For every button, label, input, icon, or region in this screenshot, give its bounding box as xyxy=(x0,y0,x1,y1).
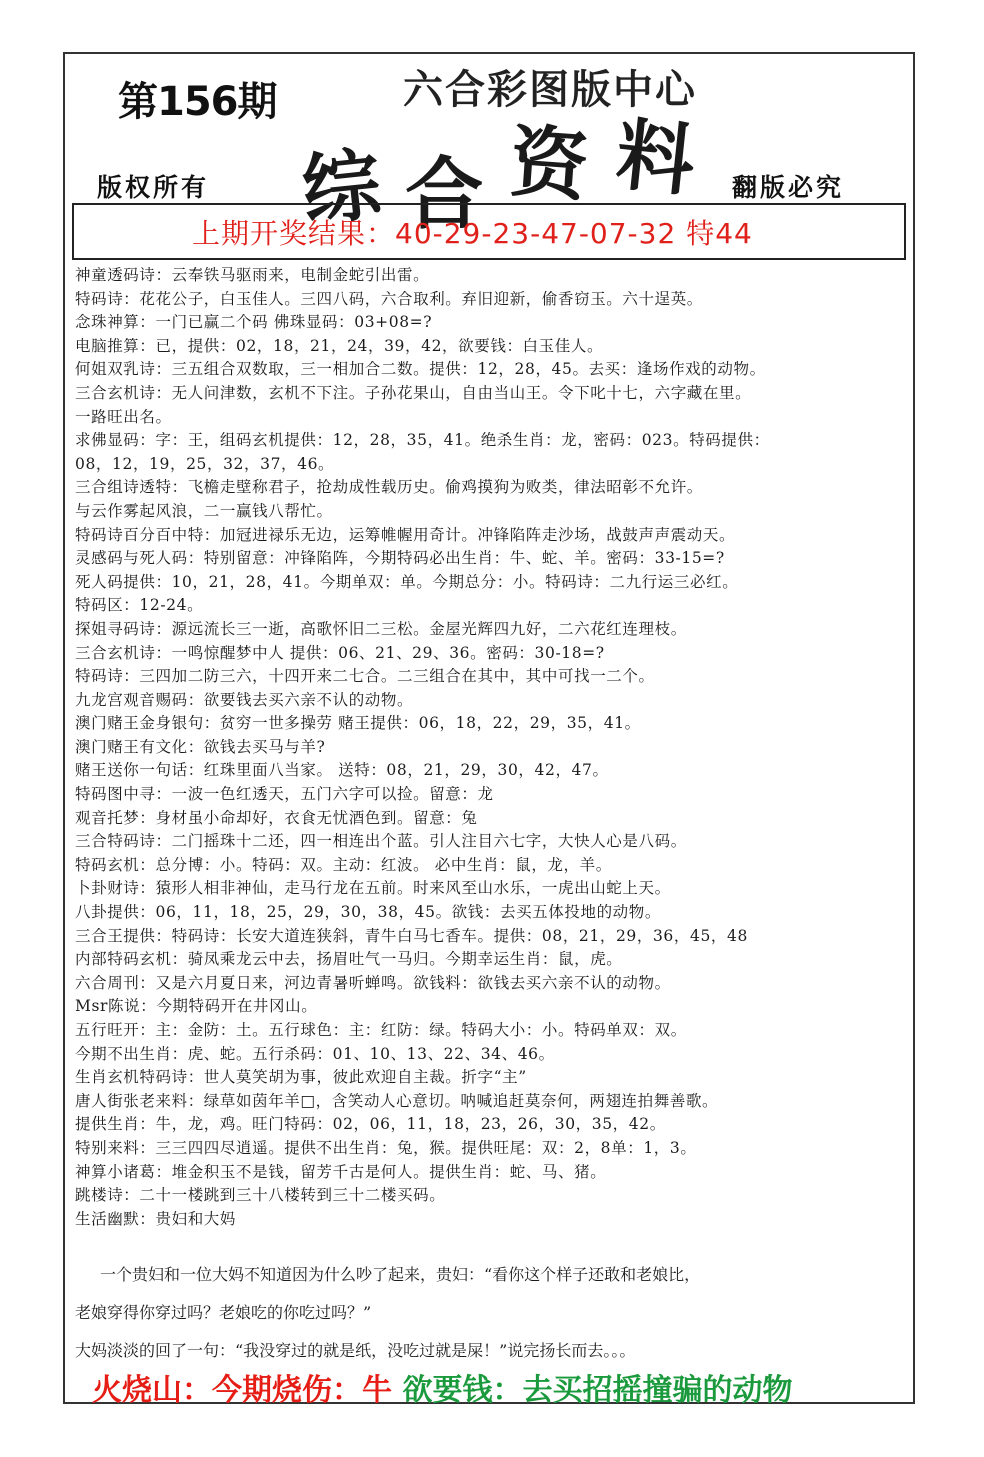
footer-banner xyxy=(92,1365,792,1409)
content-line: 八卦提供：06，11，18，25，29，30，38，45。欲钱：去买五体投地的动物。 xyxy=(75,903,661,922)
content-line: 生活幽默：贵妇和大妈 xyxy=(75,1209,237,1228)
content-line: 08，12，19，25，32，37，46。 xyxy=(75,454,335,473)
content-line: 神童透码诗：云奉铁马驱雨来，电制金蛇引出雷。 xyxy=(75,266,430,284)
content-line: 与云作雾起风浪，二一赢钱八帮忙。 xyxy=(75,501,333,520)
copyright-left: 版权所有 xyxy=(97,173,210,202)
content-line: 三合王提供：特码诗：长安大道连狭斜，青牛白马七香车。提供：08，21，29，36，45，48 xyxy=(75,926,748,945)
big-title-char: 资 xyxy=(507,116,592,213)
content-lines xyxy=(75,264,915,1231)
content-line: 九龙宫观音赐码：欲要钱去买六亲不认的动物。 xyxy=(75,690,414,709)
content-line: 三合组诗透特：飞檐走壁称君子，抢劫成性载历史。偷鸡摸狗为败类，律法昭彰不允许。 xyxy=(75,478,703,497)
big-title-char: 综 xyxy=(298,139,386,238)
big-title-char: 料 xyxy=(611,109,699,208)
story-line: 大妈淡淡的回了一句：“我没穿过的就是纸，没吃过就是屎！”说完扬长而去。。。 xyxy=(75,1341,636,1360)
big-title-char: 合 xyxy=(405,149,484,240)
content-line: 特码诗：花花公子，白玉佳人。三四八码，六合取利。弃旧迎新，偷香窃玉。六十逞英。 xyxy=(75,289,703,308)
content-line: 卜卦财诗：猿形人相非神仙，走马行龙在五前。时来风至山水乐，一虎出山蛇上天。 xyxy=(75,879,671,898)
content-line: 生肖玄机特码诗：世人莫笑胡为事，彼此欢迎自主裁。折字“主” xyxy=(75,1068,527,1087)
content-line: 五行旺开：主：金防：土。五行球色：主：红防：绿。特码大小：小。特码单双：双。 xyxy=(75,1021,687,1039)
footer-red-text: 火烧山：今期烧伤：牛 xyxy=(92,1373,392,1408)
content-line: 特码诗：三四加二防三六，十四开来二七合。二三组合在其中，其中可找一二个。 xyxy=(75,667,655,686)
content-line: 特码区：12-24。 xyxy=(75,596,204,615)
content-line: 观音托梦：身材虽小命却好，衣食无忧酒色到。留意：兔 xyxy=(75,808,478,827)
story-line: 一个贵妇和一位大妈不知道因为什么吵了起来，贵妇：“看你这个样子还敢和老娘比， xyxy=(100,1265,701,1284)
content-line: 澳门赌王金身银句：贫穷一世多操劳 赌王提供：06，18，22，29，35，41。 xyxy=(75,714,641,733)
content-line: 跳楼诗：二十一楼跳到三十八楼转到三十二楼买码。 xyxy=(75,1186,446,1205)
content-line: 念珠神算：一门已赢二个码 佛珠显码：03+08=? xyxy=(75,313,433,332)
footer-green-text: 欲要钱：去买招摇撞骗的动物 xyxy=(402,1373,793,1408)
content-line: Msr陈说：今期特码开在井冈山。 xyxy=(75,997,318,1016)
content-line: 特码图中寻：一波一色红透天，五门六字可以捡。留意：龙 xyxy=(75,785,494,804)
content-line: 唐人街张老来料：绿草如茵年羊□，含笑动人心意切。呐喊追赶莫奈何，两翅连拍舞善歌。 xyxy=(75,1091,719,1110)
content-line: 今期不出生肖：虎、蛇。五行杀码：01、10、13、22、34、46。 xyxy=(75,1044,555,1063)
copyright-right: 翻版必究 xyxy=(732,173,845,202)
content-line: 一路旺出名。 xyxy=(75,407,172,426)
content-line: 赌王送你一句话：红珠里面八当家。 送特：08，21，29，30，42，47。 xyxy=(75,761,609,780)
content-line: 内部特码玄机：骑凤乘龙云中去，扬眉吐气一马归。今期幸运生肖：鼠，虎。 xyxy=(75,950,623,969)
content-line: 特码诗百分百中特：加冠进禄乐无边，运筹帷幄用奇计。冲锋陷阵走沙场，战鼓声声震动天。 xyxy=(75,525,736,544)
content-line: 六合周刊：又是六月夏日来，河边青暑听蝉鸣。欲钱料：欲钱去买六亲不认的动物。 xyxy=(75,973,671,992)
content-line: 死人码提供：10，21，28，41。今期单双：单。今期总分：小。特码诗：二九行运三必红。 xyxy=(75,572,739,591)
content-line: 澳门赌王有文化：欲钱去买马与羊? xyxy=(75,737,326,756)
center-title: 六合彩图版中心 xyxy=(403,66,697,113)
content-line: 三合玄机诗：无人问津数，玄机不下注。子孙花果山，自由当山王。令下叱十七，六字藏在里。 xyxy=(75,383,752,402)
content-line: 灵感码与死人码：特别留意：冲锋陷阵，今期特码必出生肖：牛、蛇、羊。密码：33-15=? xyxy=(75,549,725,568)
content-line: 特别来料：三三四四尽逍遥。提供不出生肖：兔，猴。提供旺尾：双：2，8单：1，3。 xyxy=(75,1138,697,1157)
content-line: 三合特码诗：二门摇珠十二还，四一相连出个蓝。引人注目六七字，大快人心是八码。 xyxy=(75,832,687,851)
content-line: 特码玄机：总分博：小。特码：双。主动：红波。 必中生肖：鼠，龙，羊。 xyxy=(75,855,612,874)
content-line: 何姐双乳诗：三五组合双数取，三一相加合二数。提供：12，28，45。去买：逢场作戏的动物。 xyxy=(75,360,766,379)
content-line: 求佛显码：字：王，组码玄机提供：12，28，35，41。绝杀生肖：龙，密码：023。特码提供： xyxy=(75,431,770,450)
content-line: 提供生肖：牛，龙，鸡。旺门特码：02，06，11，18，23，26，30，35，42。 xyxy=(75,1115,666,1134)
content-line: 探姐寻码诗：源远流长三一逝，高歌怀旧二三松。金屋光辉四九好，二六花红连理枝。 xyxy=(75,619,687,638)
issue-number: 第156期 xyxy=(118,79,277,125)
content-line: 神算小诸葛：堆金积玉不是钱，留芳千古是何人。提供生肖：蛇、马、猪。 xyxy=(75,1162,607,1181)
content-line: 电脑推算：已，提供：02，18，21，24，39，42，欲要钱：白玉佳人。 xyxy=(75,336,604,355)
content-line: 三合玄机诗：一鸣惊醒梦中人 提供：06、21、29、36。密码：30-18=? xyxy=(75,643,605,662)
result-text: 上期开奖结果：40-29-23-47-07-32 特44 xyxy=(192,217,753,250)
story-line: 老娘穿得你穿过吗？老娘吃的你吃过吗？” xyxy=(75,1303,372,1322)
